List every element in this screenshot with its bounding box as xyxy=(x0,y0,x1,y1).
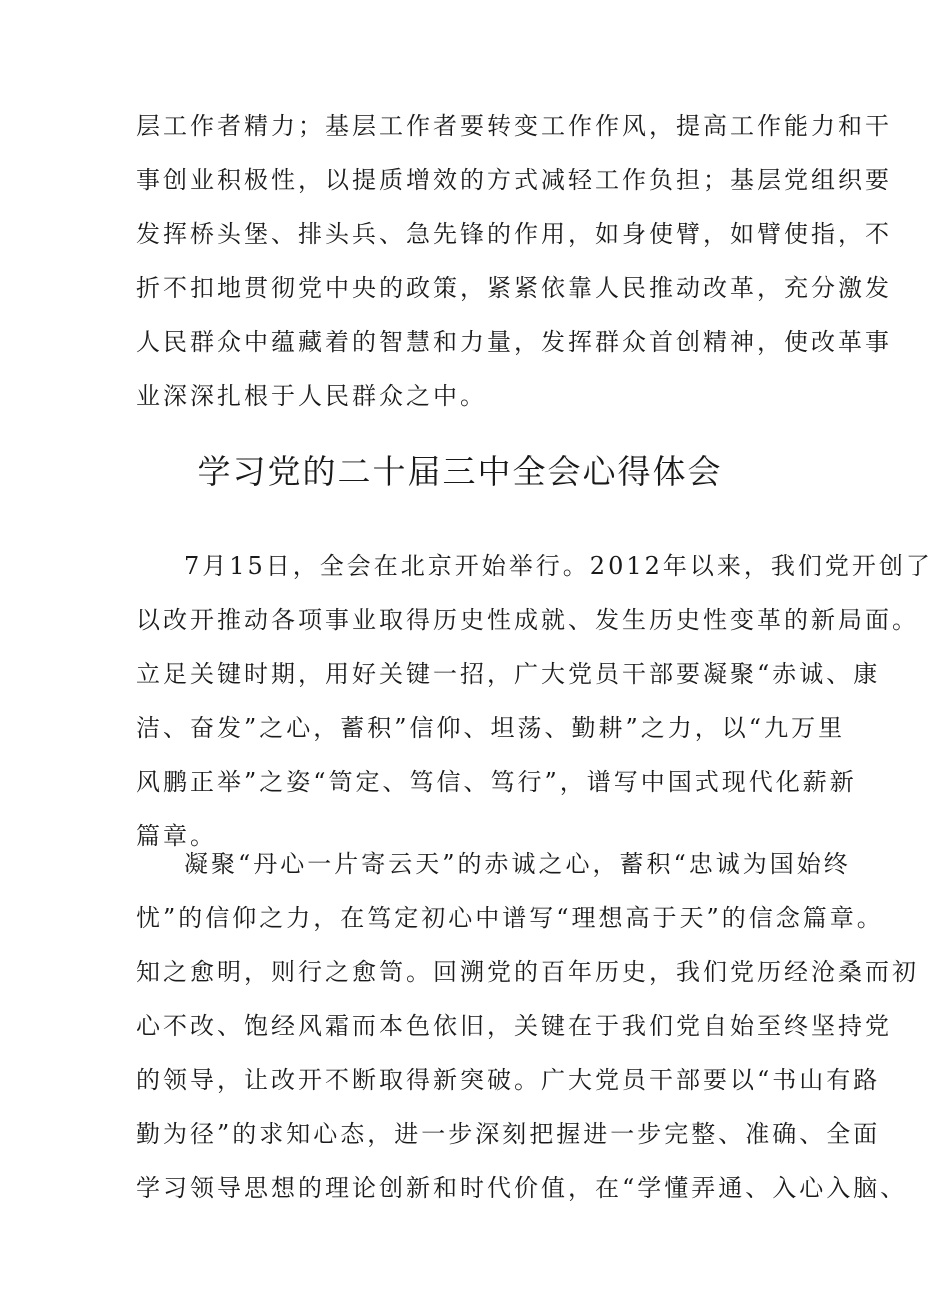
paragraph-line: 凝聚“丹心一片寄云天”的赤诚之心，蓄积“忠诚为国始终 xyxy=(184,850,851,878)
article-title: 学习党的二十届三中全会心得体会 xyxy=(197,452,723,491)
paragraph-line: 忧”的信仰之力，在笃定初心中谱写“理想高于天”的信念篇章。 xyxy=(136,904,884,932)
paragraph-line: 折不扣地贯彻党中央的政策，紧紧依靠人民推动改革，充分激发 xyxy=(136,274,892,302)
paragraph-line: 的领导，让改开不断取得新突破。广大党员干部要以“书山有路 xyxy=(136,1066,881,1094)
paragraph-line: 立足关键时期，用好关键一招，广大党员干部要凝聚“赤诚、康 xyxy=(136,660,881,688)
intro-paragraph xyxy=(136,99,892,423)
paragraph-line: 心不改、饱经风霜而本色依旧，关键在于我们党自始至终坚持党 xyxy=(136,1012,892,1040)
paragraph-line: 以改开推动各项事业取得历史性成就、发生历史性变革的新局面。 xyxy=(136,606,919,634)
paragraph-line: 勤为径”的求知心态，进一步深刻把握进一步完整、准确、全面 xyxy=(136,1120,881,1148)
paragraph-line: 业深深扎根于人民群众之中。 xyxy=(136,382,487,410)
body-paragraph-2 xyxy=(136,837,919,1215)
paragraph-line: 层工作者精力；基层工作者要转变工作作风，提高工作能力和干 xyxy=(136,112,892,140)
paragraph-line: 知之愈明，则行之愈笥。回溯党的百年历史，我们党历经沧桑而初 xyxy=(136,958,919,986)
paragraph-line: 篇章。 xyxy=(136,822,217,850)
paragraph-line: 风鹏正举”之姿“笥定、笃信、笃行”，谱写中国式现代化薪新 xyxy=(136,768,857,796)
paragraph-line: 人民群众中蕴藏着的智慧和力量，发挥群众首创精神，使改革事 xyxy=(136,328,892,356)
paragraph-line: 洁、奋发”之心，蓄积”信仰、坦荡、勤耕”之力，以“九万里 xyxy=(136,714,846,742)
paragraph-line: 发挥桥头堡、排头兵、急先锋的作用，如身使臂，如臂使指，不 xyxy=(136,220,892,248)
paragraph-line: 学习领导思想的理论创新和时代价值，在“学懂弄通、入心入脑、 xyxy=(136,1174,908,1202)
paragraph-line: 事创业积极性，以提质增效的方式减轻工作负担；基层党组织要 xyxy=(136,166,892,194)
paragraph-line: 7月15日，全会在北京开始举行。2012年以来，我们党开创了 xyxy=(184,552,933,580)
body-paragraph-1 xyxy=(136,539,933,863)
